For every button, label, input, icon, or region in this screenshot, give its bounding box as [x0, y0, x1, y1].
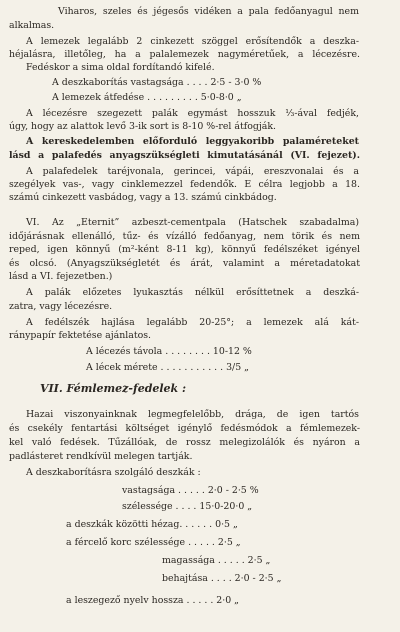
text-line: A lécezésre szegezett palák egymást hosszuk ⅓-ával fedjék, [26, 108, 359, 119]
text-line: A kereskedelemben előforduló leggyakoribb palaméreteket [26, 136, 359, 147]
text-line: lásd a palafedés anyagszükségleti kimutatásánál (VI. fejezet). [9, 150, 360, 161]
text-line: behajtása . . . . 2·0 - 2·5 „ [162, 573, 282, 584]
text-line: VII. Fémlemez-fedelek : [40, 382, 187, 395]
text-line: padlásteret rendkívül melegen tartják. [9, 451, 193, 462]
text-line: magassága . . . . . 2·5 „ [162, 555, 271, 566]
text-line: szélessége . . . . 15·0-20·0 „ [122, 501, 253, 512]
text-line: Viharos, szeles és jégesős vidéken a pala fedőanyagul nem [58, 6, 359, 17]
text-line: a fércelő korc szélessége . . . . . 2·5 „ [66, 537, 241, 548]
text-line: Fedéskor a sima oldal fordítandó kifelé. [26, 62, 215, 73]
text-line: VI. Az „Eternit” azbeszt-cementpala (Hatschek szabadalma) [26, 217, 359, 228]
text-line: zatra, vagy lécezésre. [9, 301, 113, 312]
text-line: A palák előzetes lyukasztás nélkül erősíttetnek a deszká- [26, 287, 359, 298]
text-line: A lécek mérete . . . . . . . . . . . 3/5 „ [86, 362, 250, 373]
text-line: A palafedelek taréjvonala, gerincei, vápái, ereszvonalai és a [26, 166, 359, 177]
text-line: A lemezek legalább 2 cinkezett szöggel erősítendők a deszka- [26, 36, 359, 47]
text-line: lásd a VI. fejezetben.) [9, 271, 113, 282]
text-line: A fedélszék hajlása legalább 20-25°; a lemezek alá kát- [26, 317, 359, 328]
text-line: a leszegező nyelv hossza . . . . . 2·0 „ [66, 595, 240, 606]
text-line: A deszkaborítás vastagsága . . . . 2·5 - 3·0 % [52, 77, 262, 88]
text-line: úgy, hogy az alattok levő 3-ik sort is 8-10 %-rel átfogják. [9, 121, 277, 132]
text-line: A lécezés távola . . . . . . . . 10-12 % [86, 346, 252, 357]
text-line: ránypapír fektetése ajánlatos. [9, 330, 152, 341]
text-line: alkalmas. [9, 20, 55, 31]
text-line: A deszkaborításra szolgáló deszkák : [26, 467, 201, 478]
text-line: héjalásra, illetőleg, ha a palalemezek nagyméretűek, a lécezésre. [9, 49, 360, 60]
text-line: és csekély fentartási költséget igénylő fedésmódok a fémlemezek- [9, 423, 360, 434]
text-line: számú cinkezett vasbádog, vagy a 13. számú cinkbádog. [9, 192, 277, 203]
text-line: szegélyek vas-, vagy cinklemezzel fedendők. E célra legjobb a 18. [9, 179, 360, 190]
text-line: a deszkák közötti hézag. . . . . . 0·5 „ [66, 519, 238, 530]
text-line: időjárásnak ellenálló, tűz- és vízálló fedőanyag, nem törik és nem [9, 231, 360, 242]
text-line: Hazai viszonyainknak legmegfelelőbb, drága, de igen tartós [26, 409, 359, 420]
text-line: kel való fedések. Tűzállóak, de rossz melegizolálók és nyáron a [9, 437, 360, 448]
text-line: A lemezek átfedése . . . . . . . . . 5·0-8·0 „ [52, 92, 242, 103]
text-line: reped, igen könnyű (m²-ként 8-11 kg), könnyű fedélszéket igényel [9, 244, 360, 255]
text-line: és olcsó. (Anyagszükségletét és árát, valamint a méretadatokat [9, 258, 360, 269]
text-line: vastagsága . . . . . 2·0 - 2·5 % [122, 485, 259, 496]
